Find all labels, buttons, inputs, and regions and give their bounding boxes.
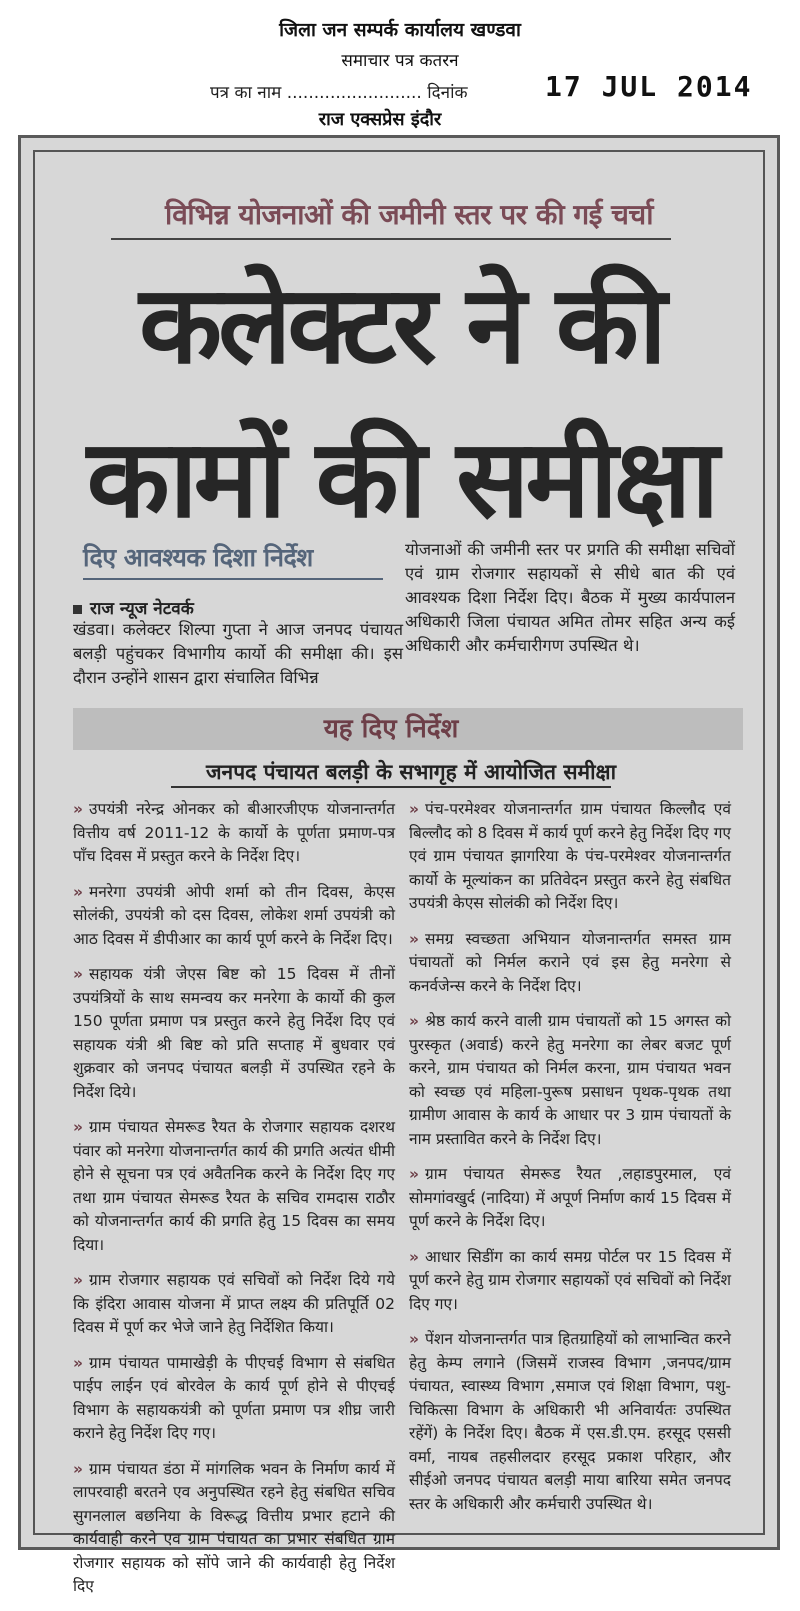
bullet-arrow-icon: » [409, 1330, 420, 1348]
directive-text: उपयंत्री नरेन्द्र ओनकर को बीआरजीएफ योजनान्तर्गत वित्तीय वर्ष 2011-12 के कार्यो के पूर्णता प्रमाण-पत्र पाँच दिवस में प्रस्तुत करने के निर्देश दिए। [73, 800, 395, 865]
article-kicker: विभिन्न योजनाओं की जमीनी स्तर पर की गई चर्चा [165, 198, 653, 231]
directive-item [409, 928, 731, 999]
directive-text: सहायक यंत्री जेएस बिष्ट को 15 दिवस में तीनों उपयंत्रियों के साथ समन्वय कर मनरेगा के कार्यो की कुल 150 पूर्णता प्रमाण पत्र प्रस्तुत करने हेतु निर्देश दिए एवं सहायक यंत्री श्री बिष्ट को प्रति सप्ताह में बुधवार एवं शुक्रवार को जनपद पंचायत बलड़ी में उपस्थित रहने के निर्देश दिये। [73, 965, 395, 1101]
paper-name-label: पत्र का नाम ......................... दिनांक [210, 83, 468, 103]
kicker-rule [111, 238, 671, 240]
bullet-arrow-icon: » [409, 1247, 420, 1266]
bullet-arrow-icon: » [409, 800, 420, 818]
bullets-column-left [73, 798, 395, 1611]
directive-item [73, 1116, 395, 1257]
bullet-arrow-icon: » [73, 800, 84, 818]
clipping-label: समाचार पत्र कतरन [341, 51, 459, 71]
subheadline-rule [83, 578, 383, 580]
newspaper-clipping [18, 135, 780, 1595]
directive-text: समग्र स्वच्छता अभियान योजनान्तर्गत समस्त ग्राम पंचायतों को निर्मल कराने एवं इस हेतु मनरेगा से कनर्वजेन्स करने के निर्देश दिए। [409, 929, 731, 995]
directive-item [409, 1328, 731, 1516]
section-title-rule [171, 786, 611, 788]
section-band-title: यह दिए निर्देश [323, 714, 459, 744]
directive-item [73, 1269, 395, 1340]
bullet-arrow-icon: » [73, 882, 84, 901]
bullet-arrow-icon: » [73, 1353, 84, 1372]
office-name: जिला जन सम्पर्क कार्यालय खण्डवा [279, 19, 521, 41]
directive-text: मनरेगा उपयंत्री ओपी शर्मा को तीन दिवस, केएस सोलंकी, उपयंत्री को दस दिवस, लोकेश शर्मा उपयंत्री को आठ दिवस में डीपीआर का कार्य पूर्ण करने के निर्देश दिए। [73, 882, 395, 948]
intro-paragraph-right: योजनाओं की जमीनी स्तर पर प्रगति की समीक्षा सचिवों एवं ग्राम रोजगार सहायकों से सीधे बात की एवं आवश्यक दिशा निर्देश दिए। बैठक में मुख्य कार्यपालन अधिकारी जिला पंचायत अमित तोमर सहित अन्य कई अधिकारी और कर्मचारीगण उपस्थित थे। [405, 540, 735, 655]
newspaper-source: राज एक्सप्रेस इंदौर [318, 109, 442, 130]
intro-paragraph-left: खंडवा। कलेक्टर शिल्पा गुप्ता ने आज जनपद पंचायत बलड़ी पहुंचकर विभागीय कार्यो की समीक्षा की। इस दौरान उन्होंने शासन द्वारा संचालित विभिन्न [73, 620, 403, 687]
bullet-arrow-icon: » [73, 1459, 84, 1478]
bullet-arrow-icon: » [409, 1165, 420, 1183]
directive-item [409, 798, 731, 916]
bullets-column-right [409, 798, 731, 1528]
date-stamp: 17 JUL 2014 [545, 70, 753, 103]
bullet-arrow-icon: » [73, 1271, 84, 1289]
directive-item [73, 1458, 395, 1599]
directive-item [409, 1010, 731, 1151]
bullet-arrow-icon: » [73, 965, 84, 983]
directive-text: ग्राम रोजगार सहायक एवं सचिवों को निर्देश दिये गये कि इंदिरा आवास योजना में प्राप्त लक्ष्य की प्रतिपूर्ति 02 दिवस में पूर्ण कर भेजे जाने हेतु निर्देशित किया। [73, 1271, 395, 1336]
directive-text: पंच-परमेश्वर योजनान्तर्गत ग्राम पंचायत किल्लौद एवं बिल्लौद को 8 दिवस में कार्य पूर्ण करने हेतु निर्देश दिए गए एवं ग्राम पंचायत झागरिया के पंच-परमेश्वर योजनान्तर्गत कार्यो के मूल्यांकन का प्रतिवेदन प्रस्तुत करने हेतु संबधित उपयंत्री केएस सोलंकी को निर्देश दिए। [409, 800, 731, 912]
bullet-arrow-icon: » [409, 1012, 420, 1030]
directive-text: आधार सिडींग का कार्य समग्र पोर्टल पर 15 दिवस में पूर्ण करने हेतु ग्राम रोजगार सहायकों एवं सचिवों को निर्देश दिए गए। [409, 1247, 731, 1313]
directive-text: ग्राम पंचायत डंठा में मांगलिक भवन के निर्माण कार्य में लापरवाही बरतने एव अनुपस्थित रहने हेतु संबधित सचिव सुगनलाल बछनिया के विरूद्ध वित्तीय प्रभार हटाने की कार्यवाही करने एव ग्राम पंचायत का प्रभार संबधित ग्राम रोजगार सहायक को सोंपे जाने की कार्यवाही हेतु निर्देश दिए [73, 1459, 395, 1595]
directive-item [73, 881, 395, 952]
directive-text: श्रेष्ठ कार्य करने वाली ग्राम पंचायतों को 15 अगस्त को पुरस्कृत (अवार्ड) करने हेतु मनरेगा का लेबर बजट पूर्ण करने, ग्राम पंचायत को निर्मल करना, ग्राम पंचायत भवन को स्वच्छ एवं महिला-पुरूष प्रसाधन पृथक-पृथक तथा ग्रामीण आवास के कार्य के आधार पर 3 ग्राम पंचायतों के नाम प्रस्तावित करने के निर्देश दिए। [409, 1012, 731, 1148]
subheadline: दिए आवश्यक दिशा निर्देश [83, 543, 313, 572]
headline-line-2: कामों की समीक्षा [86, 417, 716, 542]
byline: राज न्यूज नेटवर्क [73, 596, 194, 619]
directive-text: ग्राम पंचायत सेमरूड रैयत ,लहाडपुरमाल, एवं सोमगांवखुर्द (नादिया) में अपूर्ण निर्माण कार्य 15 दिवस में पूर्ण करने के निर्देश दिए। [409, 1165, 731, 1230]
directive-item [409, 1246, 731, 1317]
directive-item [409, 1163, 731, 1234]
bullet-arrow-icon: » [73, 1118, 84, 1136]
bullet-arrow-icon: » [409, 929, 420, 948]
directive-item [73, 798, 395, 869]
headline-line-1: कलेक्टर ने की [139, 263, 663, 388]
section-title: जनपद पंचायत बलड़ी के सभागृह में आयोजित समीक्षा [205, 760, 617, 784]
directive-text: ग्राम पंचायत सेमरूड रैयत के रोजगार सहायक दशरथ पंवार को मनरेगा योजनान्तर्गत कार्य की प्रगति अत्यंत धीमी होने से सूचना पत्र एवं अवैतनिक करने के निर्देश दिए गए तथा ग्राम पंचायत सेमरूड रैयत के सचिव रामदास राठौर को योजनान्तर्गत कार्य की प्रगति हेतु 15 दिवस का समय दिया। [73, 1118, 395, 1254]
directive-text: ग्राम पंचायत पामाखेड़ी के पीएचई विभाग से संबधित पाईप लाईन एवं बोरवेल के कार्य पूर्ण होने से पीएचई विभाग के सहायकयंत्री को पूर्णता प्रमाण पत्र शीघ्र जारी कराने हेतु निर्देश दिए गए। [73, 1353, 395, 1442]
directive-item [73, 1352, 395, 1446]
directive-item [73, 963, 395, 1104]
directive-text: पेंशन योजनान्तर्गत पात्र हितग्राहियों को लाभान्वित करने हेतु केम्प लगाने (जिसमें राजस्व विभाग ,जनपद/ग्राम पंचायत, स्वास्थ्य विभाग ,समाज एवं शिक्षा विभाग, पशु-चिकित्सा विभाग के अधिकारी भी अनिवार्यतः उपस्थित रहेंगें) के निर्देश दिए। बैठक में एस.डी.एम. हरसूद एससी वर्मा, नायब तहसीलदार हरसूद प्रकाश परिहार, और सीईओ जनपद पंचायत बलड़ी माया बारिया समेत जनपद स्तर के अधिकारी और कर्मचारी उपस्थित थे। [409, 1330, 731, 1513]
